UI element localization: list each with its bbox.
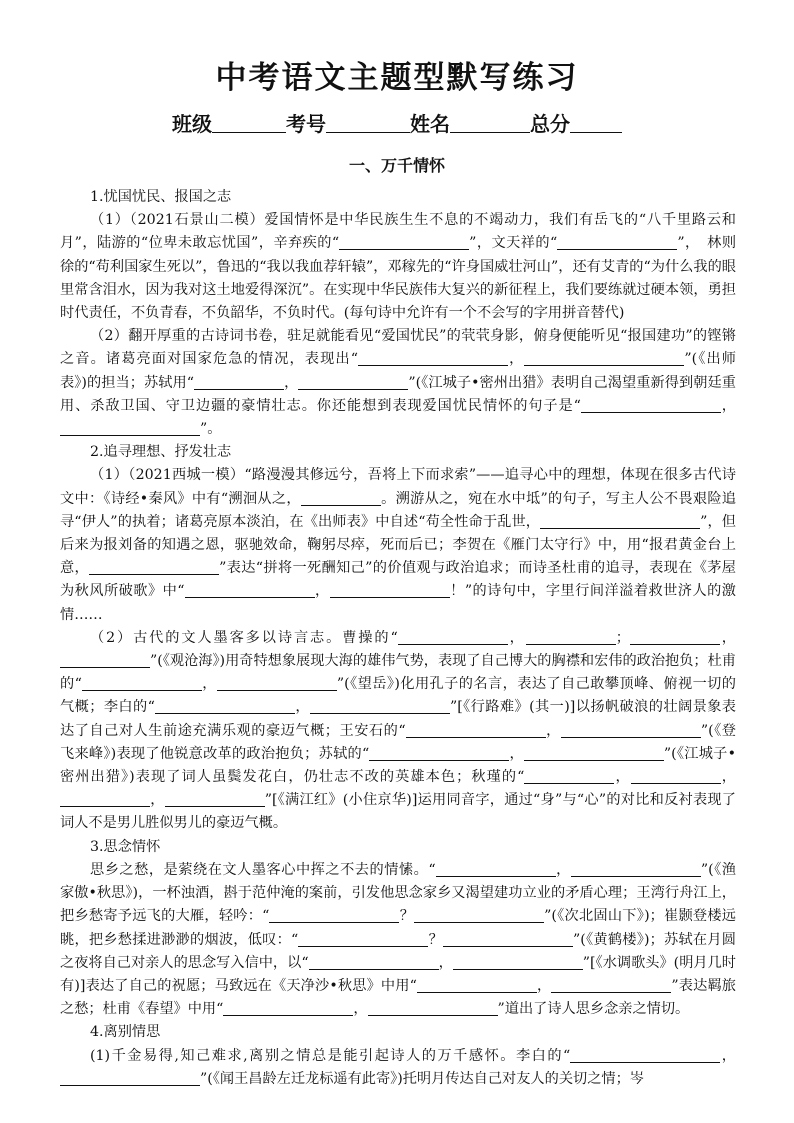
answer-blank[interactable] xyxy=(631,768,721,784)
answer-blank[interactable] xyxy=(436,861,556,877)
answer-blank[interactable] xyxy=(82,675,202,691)
answer-blank[interactable] xyxy=(217,675,337,691)
exam-no-blank[interactable] xyxy=(326,112,410,133)
answer-blank[interactable] xyxy=(406,722,546,738)
answer-blank[interactable] xyxy=(223,1000,353,1016)
answer-blank[interactable] xyxy=(630,629,720,645)
answer-blank[interactable] xyxy=(298,931,428,947)
answer-blank[interactable] xyxy=(524,745,664,761)
answer-blank[interactable] xyxy=(310,698,450,714)
page-title: 中考语文主题型默写练习 xyxy=(215,60,579,96)
answer-blank[interactable] xyxy=(185,582,315,598)
answer-blank[interactable] xyxy=(339,234,469,250)
answer-blank[interactable] xyxy=(60,652,150,668)
exam-no-label: 考号 xyxy=(286,112,326,136)
name-blank[interactable] xyxy=(450,112,530,133)
worksheet-body xyxy=(60,186,736,1091)
answer-blank[interactable] xyxy=(414,907,544,923)
topic-heading-2: 2.追寻理想、抒发壮志 xyxy=(90,444,232,461)
section-title: 一、万千情怀 xyxy=(348,156,445,175)
question-2-1: （1）（2021西城一模）“路漫漫其修远兮，吾将上下而求索”——追寻心中的理想，体现在很多古代诗文中：《诗经•秦风》中有“溯洄从之， 。溯游从之，宛在水中坻”的句子，写主人公不畏艰险追寻“伊人”的执着；诸葛亮原本淡泊，在《出师表》中自述“苟全性命于乱世， ”，但后来为报刘备的知遇之恩，驱驰效命，鞠躬尽瘁，死而后已；李贺在《雁门太守行》中，用“报君黄金台上意， ”表达“拼将一死酬知己”的价值观与政治追求；而诗圣杜甫的追寻，表现在《茅屋为秋风所破歌》中“ ， ！”的诗句中，字里行间洋溢着救世济人的激情…… xyxy=(60,467,736,623)
answer-blank[interactable] xyxy=(358,350,508,366)
answer-blank[interactable] xyxy=(551,977,671,993)
question-3: 思乡之愁，是萦绕在文人墨客心中挥之不去的情愫。“ ， ”(《渔家傲•秋思》)，一杯浊酒，斟于范仲淹的案前，引发他思念家乡又渴望建功立业的矛盾心理；王湾行舟江上，把乡愁寄予远飞的大雁，轻吟：“ ？ ”(《次北固山下》)；崔颢登楼远眺，把乡愁揉进渺渺的烟波，低叹：“ ？ ”(《黄鹤楼》)；苏轼在月圆之夜将自己对亲人的思念写入信中，以“ ， ”[《水调歌头》(明月几时有)]表达了自己的祝愿；马致远在《天净沙•秋思》中用“ ， ”表达羁旅之愁；杜甫《春望》中用“ ， ”道出了诗人思乡念亲之情切。 xyxy=(60,861,736,1018)
answer-blank[interactable] xyxy=(540,513,700,529)
class-label: 班级 xyxy=(172,112,212,136)
topic-heading-1: 1.忧国忧民、报国之志 xyxy=(90,189,232,205)
answer-blank[interactable] xyxy=(298,374,408,390)
answer-blank[interactable] xyxy=(524,768,614,784)
answer-blank[interactable] xyxy=(570,1047,720,1063)
answer-blank[interactable] xyxy=(581,397,721,413)
answer-blank[interactable] xyxy=(417,977,537,993)
topic-heading-4: 4.离别情思 xyxy=(90,1024,161,1041)
answer-blank[interactable] xyxy=(557,234,677,250)
student-info-row xyxy=(0,110,794,138)
answer-blank[interactable] xyxy=(330,582,450,598)
answer-blank[interactable] xyxy=(443,931,573,947)
answer-blank[interactable] xyxy=(398,629,508,645)
question-1-1: （1）（2021石景山二模）爱国情怀是中华民族生生不息的不竭动力，我们有岳飞的“八千里路云和月”，陆游的“位卑未敢忘忧国”，辛弃疾的“ ”，文天祥的“ ”， 林则徐的“苟利国家生死以”，鲁迅的“我以我血荐轩辕”，邓稼先的“许身国威壮河山”，还有艾青的“为什么我的眼里常含泪水，因为我对这土地爱得深沉”。在实现中华民族伟大复兴的新征程上，我们要练就过硬本领，勇担时代责任，不负青春，不负韶华，不负时代。(每句诗中允许有一个不会写的字用拼音替代) xyxy=(60,212,737,322)
answer-blank[interactable] xyxy=(155,698,295,714)
question-1-2: （2）翻开厚重的古诗词书卷，驻足就能看见“爱国忧民”的茕茕身影，俯身便能听见“报国建功”的铿锵之音。诸葛亮面对国家危急的情况，表现出“ ， ”(《出师表》)的担当；苏轼用“ ， ”(《江城子•密州出猎》表明自己渴望重新得到朝廷重用、杀敌卫国、守卫边疆的豪情壮志。你还能想到表现爱国忧民情怀的句子是“ ，”。 xyxy=(60,328,736,438)
answer-blank[interactable] xyxy=(301,490,381,506)
score-blank[interactable] xyxy=(570,112,622,133)
answer-blank[interactable] xyxy=(194,374,284,390)
answer-blank[interactable] xyxy=(309,954,439,970)
score-label: 总分 xyxy=(530,112,570,136)
answer-blank[interactable] xyxy=(453,954,583,970)
answer-blank[interactable] xyxy=(526,629,616,645)
answer-blank[interactable] xyxy=(561,722,701,738)
answer-blank[interactable] xyxy=(369,745,509,761)
answer-blank[interactable] xyxy=(524,350,684,366)
answer-blank[interactable] xyxy=(89,559,219,575)
answer-blank[interactable] xyxy=(165,791,265,807)
question-2-2: （2）古代的文人墨客多以诗言志。曹操的“ ， ； ，”(《观沧海》)用奇特想象展现大海的雄伟气势，表现了自己博大的胸襟和宏伟的政治抱负；杜甫的“ ， ”(《望岳》)化用孔子的名言，表达了自己敢攀顶峰、俯视一切的气概；李白的“ ， ”[《行路难》(其一)]以扬帆破浪的壮阔景象表达了自己对人生前途充满乐观的豪迈气概；王安石的“ ， ”(《登飞来峰》)表现了他锐意改革的政治抱负；苏轼的“ ， ”(《江城子•密州出猎》)表现了词人虽鬓发花白，仍壮志不改的英雄本色；秋瑾的“ ， ，， ”[《满江红》(小住京华)]运用同音字，通过“身”与“心”的对比和反衬表现了词人不是男儿胜似男儿的豪迈气概。 xyxy=(60,629,736,832)
answer-blank[interactable] xyxy=(60,420,200,436)
name-label: 姓名 xyxy=(410,112,450,136)
answer-blank[interactable] xyxy=(368,1000,498,1016)
answer-blank[interactable] xyxy=(571,861,701,877)
question-4-1: (1)千金易得,知己难求,离别之情总是能引起诗人的万千感怀。李白的“ ，”(《闻王昌龄左迁龙标遥有此寄》)托明月传达自己对友人的关切之情；岑 xyxy=(60,1045,736,1091)
answer-blank[interactable] xyxy=(269,907,399,923)
answer-blank[interactable] xyxy=(60,1070,200,1086)
topic-heading-3: 3.思念情怀 xyxy=(90,838,161,855)
class-blank[interactable] xyxy=(212,112,286,133)
answer-blank[interactable] xyxy=(60,791,150,807)
